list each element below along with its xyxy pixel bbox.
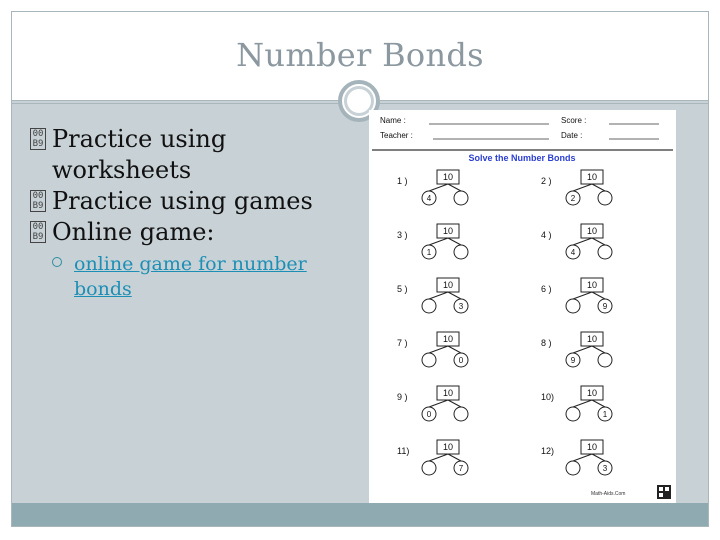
bottom-bar [12,503,708,526]
problem-label: 6 ) [541,284,552,294]
right-part-circle [454,407,468,421]
branch-line [592,292,605,299]
slide-title: Number Bonds [236,36,484,74]
branch-line [573,454,592,461]
number-bond-problem [397,440,468,475]
total-value: 10 [442,442,454,452]
online-game-link[interactable]: online game for number bonds [74,253,307,300]
problem-label: 1 ) [397,176,408,186]
branch-line [429,238,448,245]
branch-line [448,292,461,299]
right-part-circle [454,245,468,259]
total-value: 10 [586,388,598,398]
branch-line [429,346,448,353]
branch-line [592,454,605,461]
left-part-circle [566,299,580,313]
right-part-circle [454,191,468,205]
total-value: 10 [586,226,598,236]
number-bond-problem [397,170,468,205]
total-value: 10 [586,280,598,290]
bullet-item [30,124,360,186]
number-bond-problem [397,278,468,313]
branch-line [429,400,448,407]
left-part-circle [566,407,580,421]
left-part-value: 4 [570,248,576,257]
left-part-circle [422,353,436,367]
bullet-list [30,124,360,302]
left-part-value: 2 [570,194,576,203]
branch-line [592,346,605,353]
total-value: 10 [442,172,454,182]
left-part-value: 9 [570,356,576,365]
worksheet-svg [369,110,676,503]
score-label: Score : [561,116,587,125]
worksheet-heading: Solve the Number Bonds [468,153,576,163]
bullet-item [30,217,360,248]
total-value: 10 [586,334,598,344]
right-part-circle [598,353,612,367]
worksheet-image [369,110,676,503]
problem-label: 3 ) [397,230,408,240]
bullet-text: Practice using worksheets [52,125,227,184]
right-part-value: 3 [602,464,608,473]
branch-line [592,184,605,191]
bullet-item [30,186,360,217]
branch-line [573,184,592,191]
missing-glyph-icon: 00 B9 [30,190,46,212]
branch-line [429,184,448,191]
problem-label: 8 ) [541,338,552,348]
problem-label: 9 ) [397,392,408,402]
branch-line [592,400,605,407]
number-bond-problem [541,170,612,205]
right-part-circle [598,245,612,259]
total-value: 10 [586,442,598,452]
right-part-value: 3 [458,302,464,311]
branch-line [429,292,448,299]
left-part-value: 0 [426,410,432,419]
branch-line [573,400,592,407]
problem-label: 10) [541,392,555,402]
problem-label: 4 ) [541,230,552,240]
branch-line [573,346,592,353]
total-value: 10 [442,280,454,290]
total-value: 10 [586,172,598,182]
missing-glyph-icon: 00 B9 [30,221,46,243]
branch-line [448,238,461,245]
right-part-value: 7 [458,464,464,473]
left-part-circle [422,461,436,475]
number-bond-problem [397,332,468,367]
branch-line [592,238,605,245]
sub-bullet-item [52,252,360,302]
problem-label: 7 ) [397,338,408,348]
branch-line [448,346,461,353]
branch-line [573,292,592,299]
problem-label: 12) [541,446,555,456]
footer-brand: Math-Aids.Com [591,491,626,497]
right-part-value: 1 [602,410,608,419]
left-part-value: 1 [426,248,432,257]
left-part-circle [422,299,436,313]
branch-line [448,454,461,461]
number-bond-problem [541,278,612,313]
problem-label: 11) [397,446,410,456]
problem-label: 5 ) [397,284,408,294]
number-bond-problem [541,386,612,421]
total-value: 10 [442,226,454,236]
number-bond-problem [397,386,468,421]
branch-line [448,184,461,191]
circle-bullet-icon [52,257,62,267]
bullet-text: Practice using games [52,187,313,215]
branch-line [429,454,448,461]
bullet-text: Online game: [52,218,215,246]
number-bond-problem [541,440,612,475]
total-value: 10 [442,388,454,398]
branch-line [448,400,461,407]
left-part-circle [566,461,580,475]
name-label: Name : [380,116,406,125]
total-value: 10 [442,334,454,344]
number-bond-problem [541,224,612,259]
problem-label: 2 ) [541,176,552,186]
right-part-value: 9 [602,302,608,311]
right-part-circle [598,191,612,205]
right-part-value: 0 [458,356,464,365]
missing-glyph-icon: 00 B9 [30,128,46,150]
number-bond-problem [397,224,468,259]
problems-grid [397,170,612,475]
date-label: Date : [561,131,583,140]
number-bond-problem [541,332,612,367]
teacher-label: Teacher : [380,131,413,140]
branch-line [573,238,592,245]
left-part-value: 4 [426,194,432,203]
